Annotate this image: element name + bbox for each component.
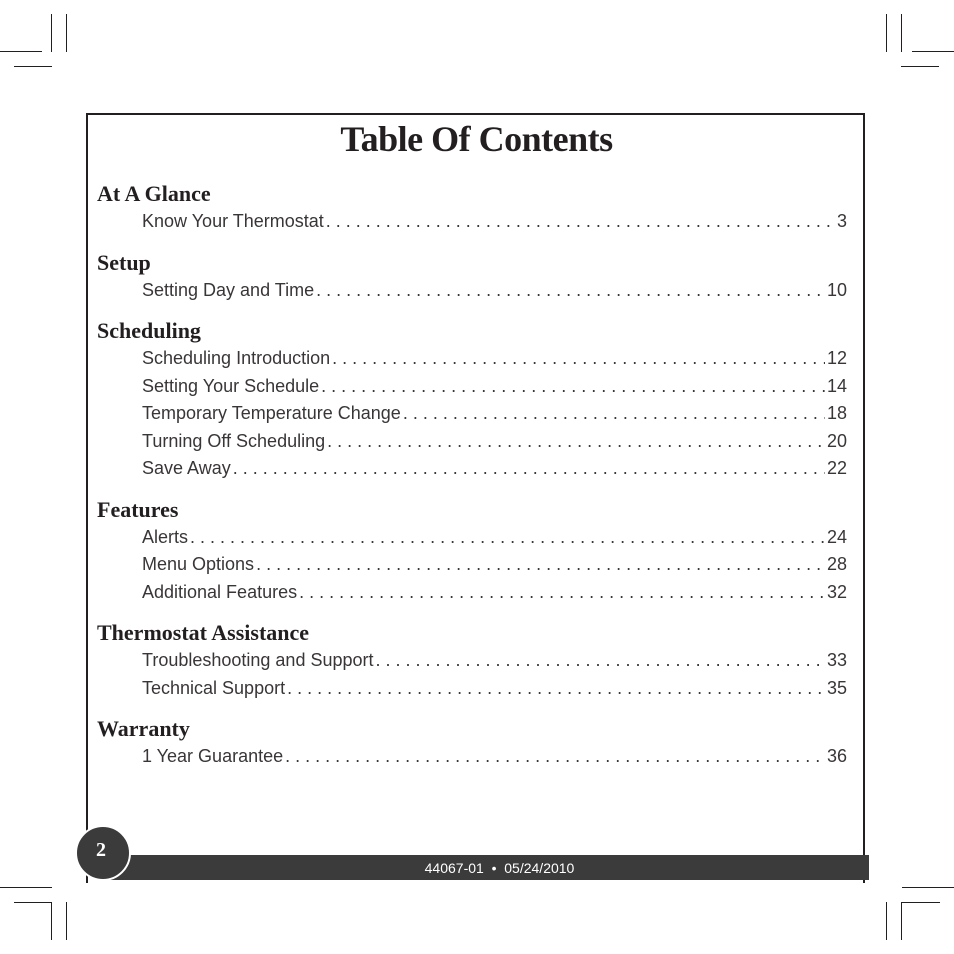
table-of-contents: [97, 180, 847, 771]
toc-entry: [142, 277, 847, 305]
crop-mark: [0, 51, 42, 52]
section-heading: At A Glance: [97, 181, 211, 206]
toc-entry-page: 10: [826, 279, 847, 300]
toc-entry-label: Scheduling Introduction: [142, 348, 331, 368]
toc-entry-label: Setting Day and Time: [142, 279, 315, 300]
section-heading: Scheduling: [97, 318, 201, 343]
crop-mark: [66, 14, 67, 52]
crop-mark: [901, 902, 902, 940]
dot-leader: [287, 675, 825, 703]
toc-entry: [142, 551, 847, 579]
toc-entry: [142, 345, 847, 373]
toc-entry: [142, 208, 847, 236]
dot-leader: [285, 743, 825, 771]
toc-entry-page: 33: [826, 650, 847, 670]
section-heading: Thermostat Assistance: [97, 620, 310, 645]
dot-leader: [321, 373, 825, 401]
toc-entry-page: 35: [826, 677, 847, 698]
crop-mark: [14, 902, 52, 903]
toc-entry: [142, 524, 847, 552]
section-heading: Setup: [97, 249, 151, 275]
toc-entry-page: 14: [826, 375, 847, 396]
dot-leader: [403, 400, 825, 428]
toc-entry-page: 3: [836, 211, 847, 231]
crop-mark: [14, 66, 52, 67]
dot-leader: [327, 428, 825, 456]
section-heading: Warranty: [97, 716, 190, 741]
toc-entry: [142, 428, 847, 456]
dot-leader: [299, 579, 825, 607]
toc-entry: [142, 675, 847, 703]
crop-mark: [902, 902, 940, 903]
crop-mark: [912, 51, 954, 52]
toc-section: [97, 619, 847, 702]
toc-entry-label: Menu Options: [142, 554, 255, 574]
toc-entry-label: Turning Off Scheduling: [142, 430, 326, 451]
toc-entry-page: 22: [826, 458, 847, 478]
toc-entry-page: 24: [826, 526, 847, 547]
toc-entry-label: Temporary Temperature Change: [142, 403, 401, 423]
toc-entry-label: Know Your Thermostat: [142, 211, 324, 231]
toc-entry-label: 1 Year Guarantee: [142, 746, 284, 766]
document-code: 44067-01 • 05/24/2010: [424, 860, 575, 876]
toc-entry-label: Technical Support: [142, 677, 286, 698]
toc-entry-page: 32: [826, 581, 847, 602]
toc-entry-label: Setting Your Schedule: [142, 375, 320, 396]
toc-entry-page: 28: [826, 554, 847, 574]
toc-entry-page: 12: [826, 348, 847, 368]
dot-leader: [256, 551, 825, 579]
crop-mark: [886, 902, 887, 940]
toc-entry: [142, 455, 847, 483]
dot-leader: [326, 208, 835, 236]
crop-mark: [51, 902, 52, 940]
crop-mark: [0, 887, 52, 888]
crop-mark: [886, 14, 887, 52]
toc-entry: [142, 579, 847, 607]
dot-leader: [376, 647, 825, 675]
crop-mark: [902, 887, 954, 888]
toc-entry-label: Additional Features: [142, 581, 298, 602]
toc-entry: [142, 400, 847, 428]
dot-leader: [190, 524, 825, 552]
crop-mark: [901, 14, 902, 52]
crop-mark: [51, 14, 52, 52]
toc-entry-label: Alerts: [142, 526, 189, 547]
toc-entry-page: 18: [826, 403, 847, 423]
toc-section: [97, 249, 847, 305]
toc-entry: [142, 373, 847, 401]
dot-leader: [332, 345, 825, 373]
crop-mark: [66, 902, 67, 940]
toc-entry: [142, 743, 847, 771]
toc-entry-page: 36: [826, 746, 847, 766]
toc-section: [97, 317, 847, 483]
toc-entry: [142, 647, 847, 675]
crop-mark: [901, 66, 939, 67]
page-number: 2: [96, 839, 106, 861]
toc-section: [97, 180, 847, 236]
dot-leader: [316, 277, 825, 305]
page-title: Table Of Contents: [340, 119, 613, 159]
toc-entry-page: 20: [826, 430, 847, 451]
toc-section: [97, 496, 847, 607]
toc-entry-label: Save Away: [142, 458, 231, 478]
section-heading: Features: [97, 496, 179, 522]
dot-leader: [233, 455, 825, 483]
toc-section: [97, 715, 847, 771]
toc-entry-label: Troubleshooting and Support: [142, 650, 374, 670]
